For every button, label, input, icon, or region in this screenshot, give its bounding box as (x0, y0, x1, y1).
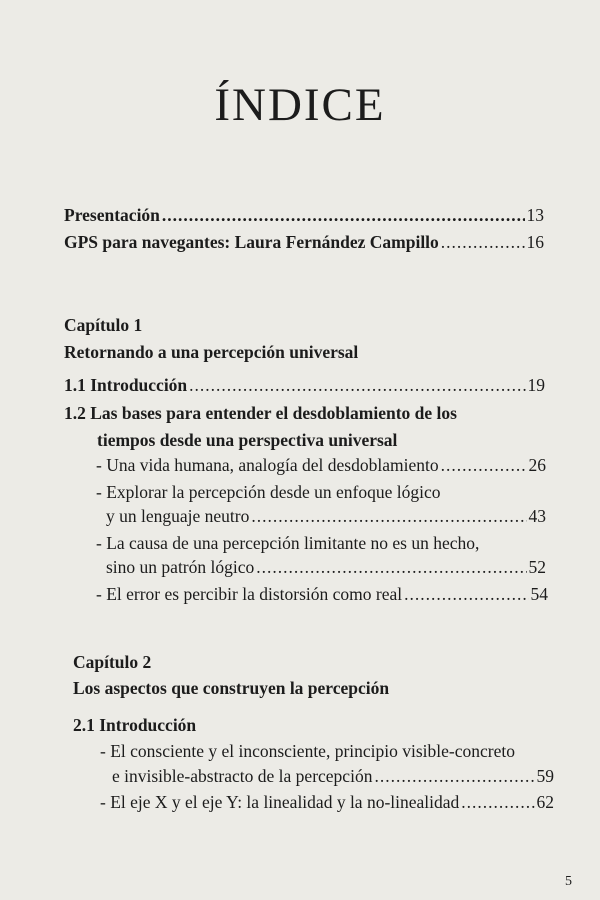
toc-section-1-1 (64, 374, 545, 396)
toc-page-number: 59 (536, 766, 554, 786)
toc-item (96, 583, 548, 605)
toc-item (112, 765, 554, 787)
toc-page-number: 13 (526, 205, 544, 225)
page-number: 5 (565, 874, 572, 889)
toc-entry-text: y un lenguaje neutro (106, 506, 250, 526)
dot-leader (374, 765, 534, 787)
toc-entry-presentacion (64, 204, 544, 226)
toc-section-1-2-line1: 1.2 Las bases para entender el desdoblamiento de los (64, 403, 457, 423)
toc-entry-text: Presentación (64, 205, 160, 225)
toc-entry-text: 1.1 Introducción (64, 375, 188, 395)
toc-item (106, 556, 546, 578)
toc-page-number: 54 (530, 584, 548, 604)
toc-section-2-1: 2.1 Introducción (73, 715, 197, 735)
toc-entry-text: e invisible-abstracto de la percepción (112, 766, 373, 786)
toc-item-line1: - La causa de una percepción limitante no es un hecho, (96, 533, 480, 553)
toc-item (106, 505, 546, 527)
toc-page-number: 16 (526, 232, 544, 252)
toc-item (96, 454, 546, 476)
toc-page-number: 52 (528, 557, 546, 577)
dot-leader (441, 454, 527, 476)
dot-leader (256, 556, 526, 578)
toc-entry-text: - El error es percibir la distorsión como real (96, 584, 403, 604)
page-title: ÍNDICE (214, 79, 386, 131)
toc-item-line1: - Explorar la percepción desde un enfoque lógico (96, 482, 441, 502)
chapter-2-label: Capítulo 2 (73, 652, 152, 672)
toc-section-1-2-line2: tiempos desde una perspectiva universal (97, 430, 398, 450)
dot-leader (404, 583, 528, 605)
dot-leader (251, 505, 526, 527)
chapter-1-label: Capítulo 1 (64, 315, 143, 335)
dot-leader (162, 204, 525, 226)
toc-page-number: 19 (527, 375, 545, 395)
toc-entry-text: GPS para navegantes: Laura Fernández Campillo (64, 232, 439, 252)
toc-page-number: 43 (528, 506, 546, 526)
dot-leader (189, 374, 525, 396)
toc-page-number: 26 (528, 455, 546, 475)
chapter-2-title: Los aspectos que construyen la percepción (73, 678, 390, 698)
toc-entry-text: sino un patrón lógico (106, 557, 255, 577)
dot-leader (441, 231, 525, 253)
chapter-1-title: Retornando a una percepción universal (64, 342, 359, 362)
toc-item-line1: - El consciente y el inconsciente, principio visible-concreto (100, 741, 515, 761)
toc-item (100, 791, 554, 813)
toc-entry-text: - Una vida humana, analogía del desdoblamiento (96, 455, 439, 475)
dot-leader (461, 791, 534, 813)
toc-entry-text: - El eje X y el eje Y: la linealidad y la no-linealidad (100, 792, 460, 812)
toc-page-number: 62 (536, 792, 554, 812)
toc-entry-gps (64, 231, 544, 253)
